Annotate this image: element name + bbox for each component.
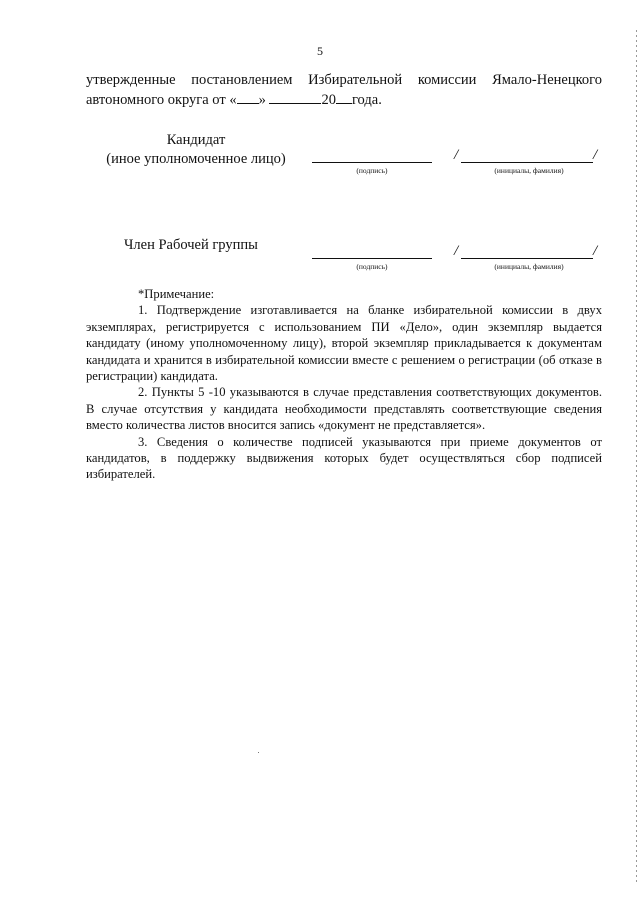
member-initials-slash-left: / — [454, 243, 459, 259]
note-heading: *Примечание: — [138, 287, 215, 301]
member-initials-line — [461, 258, 593, 259]
candidate-label — [96, 131, 296, 169]
day-blank — [237, 90, 259, 104]
candidate-initials-line — [461, 162, 593, 163]
candidate-label-line-1: Кандидат — [166, 132, 226, 148]
candidate-signature-line — [312, 162, 432, 163]
intro-line-1: утвержденные постановлением Избирательной комиссии Ямало-Ненецкого — [86, 72, 602, 88]
intro-year-prefix: 20 — [321, 92, 336, 108]
scan-speck — [258, 752, 259, 753]
candidate-initials-slash-left: / — [454, 147, 459, 163]
intro-line-2-suffix: года. — [351, 92, 382, 108]
member-initials-caption: (инициалы, фамилия) — [494, 262, 564, 271]
intro-line-2 — [86, 90, 602, 110]
candidate-signature-caption: (подпись) — [356, 166, 388, 175]
candidate-initials-caption: (инициалы, фамилия) — [494, 166, 564, 175]
member-label: Член Рабочей группы — [124, 237, 258, 253]
page-number: 5 — [317, 44, 323, 58]
note-item-3: 3. Сведения о количестве подписей указываются при приеме документов от кандидатов, в поддержку выдвижения которых будет осуществляться сбор подписей избирателей. — [86, 434, 602, 482]
candidate-label-line-2: (иное уполномоченное лицо) — [106, 151, 286, 167]
month-blank — [269, 90, 321, 104]
member-signature-caption: (подпись) — [356, 262, 388, 271]
intro-line-2-prefix: автономного округа от « — [86, 92, 237, 108]
intro-line-2-quote: » — [258, 92, 266, 108]
year-blank — [336, 90, 352, 104]
intro-paragraph — [86, 70, 602, 110]
candidate-initials-slash-right: / — [593, 147, 598, 163]
note-item-2: 2. Пункты 5 -10 указываются в случае представления соответствующих документов. В случае отсутствия у кандидата необходимости представлять соответствующие сведения вместо количества листов вносится запись «документ не представляется». — [86, 385, 602, 433]
scan-edge-line — [636, 30, 637, 885]
note-item-1: 1. Подтверждение изготавливается на бланке избирательной комиссии в двух экземплярах, регистрируется с использованием ПИ «Дело», один экземпляр выдается кандидату (иному уполномоченному лицу), второй экземпляр прикладывается к документам кандидата и хранится в избирательной комиссии вместе с решением о регистрации (об отказе в регистрации) кандидата. — [86, 303, 602, 384]
member-initials-slash-right: / — [593, 243, 598, 259]
note-section — [86, 286, 602, 483]
member-signature-line — [312, 258, 432, 259]
